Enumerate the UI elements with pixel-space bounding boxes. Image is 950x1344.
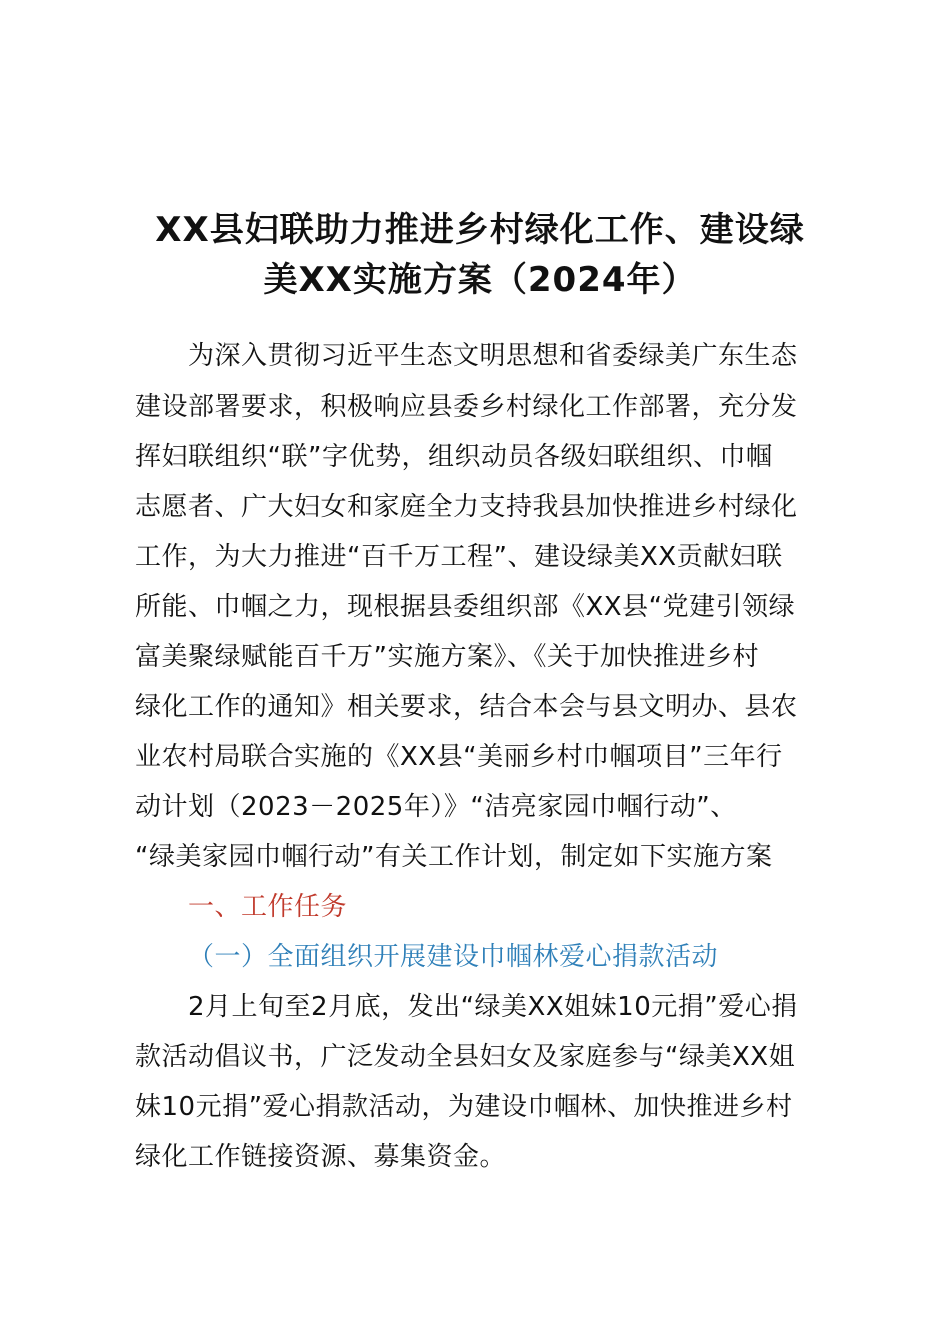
subsection-heading: （一）全面组织开展建设巾帼林爱心捐款活动 [188,942,719,972]
intro-paragraph-line: 绿化工作的通知》相关要求，结合本会与县文明办、县农 [135,692,798,722]
intro-paragraph-line: 挥妇联组织“联”字优势，组织动员各级妇联组织、巾帼 [135,442,773,472]
body-paragraph-line: 2月上旬至2月底，发出“绿美XX姐妹10元捐”爱心捐 [188,992,798,1022]
body-paragraph-line: 妹10元捐”爱心捐款活动，为建设巾帼林、加快推进乡村 [135,1092,793,1122]
intro-paragraph-line: 业农村局联合实施的《XX县“美丽乡村巾帼项目”三年行 [135,742,783,772]
section-heading: 一、工作任务 [188,892,348,922]
body-paragraph-line: 款活动倡议书，广泛发动全县妇女及家庭参与“绿美XX姐 [135,1042,796,1072]
intro-paragraph-line: 所能、巾帼之力，现根据县委组织部《XX县“党建引领绿 [135,592,796,622]
intro-paragraph-line: 为深入贯彻习近平生态文明思想和省委绿美广东生态 [188,341,798,371]
intro-paragraph-line: 富美聚绿赋能百千万”实施方案》、《关于加快推进乡村 [135,642,759,672]
body-paragraph-line: 绿化工作链接资源、募集资金。 [135,1142,507,1172]
intro-paragraph-line: 志愿者、广大妇女和家庭全力支持我县加快推进乡村绿化 [135,492,798,522]
intro-paragraph-line: 动计划（2023－2025年）》“洁亮家园巾帼行动”、 [135,792,737,822]
intro-paragraph-line: “绿美家园巾帼行动”有关工作计划，制定如下实施方案 [135,842,773,872]
document-title-line-1: XX县妇联助力推进乡村绿化工作、建设绿 [155,210,805,250]
intro-paragraph-line: 建设部署要求，积极响应县委乡村绿化工作部署，充分发 [135,392,798,422]
intro-paragraph-line: 工作，为大力推进“百千万工程”、建设绿美XX贡献妇联 [135,542,783,572]
document-title-line-2: 美XX实施方案（2024年） [263,260,697,300]
